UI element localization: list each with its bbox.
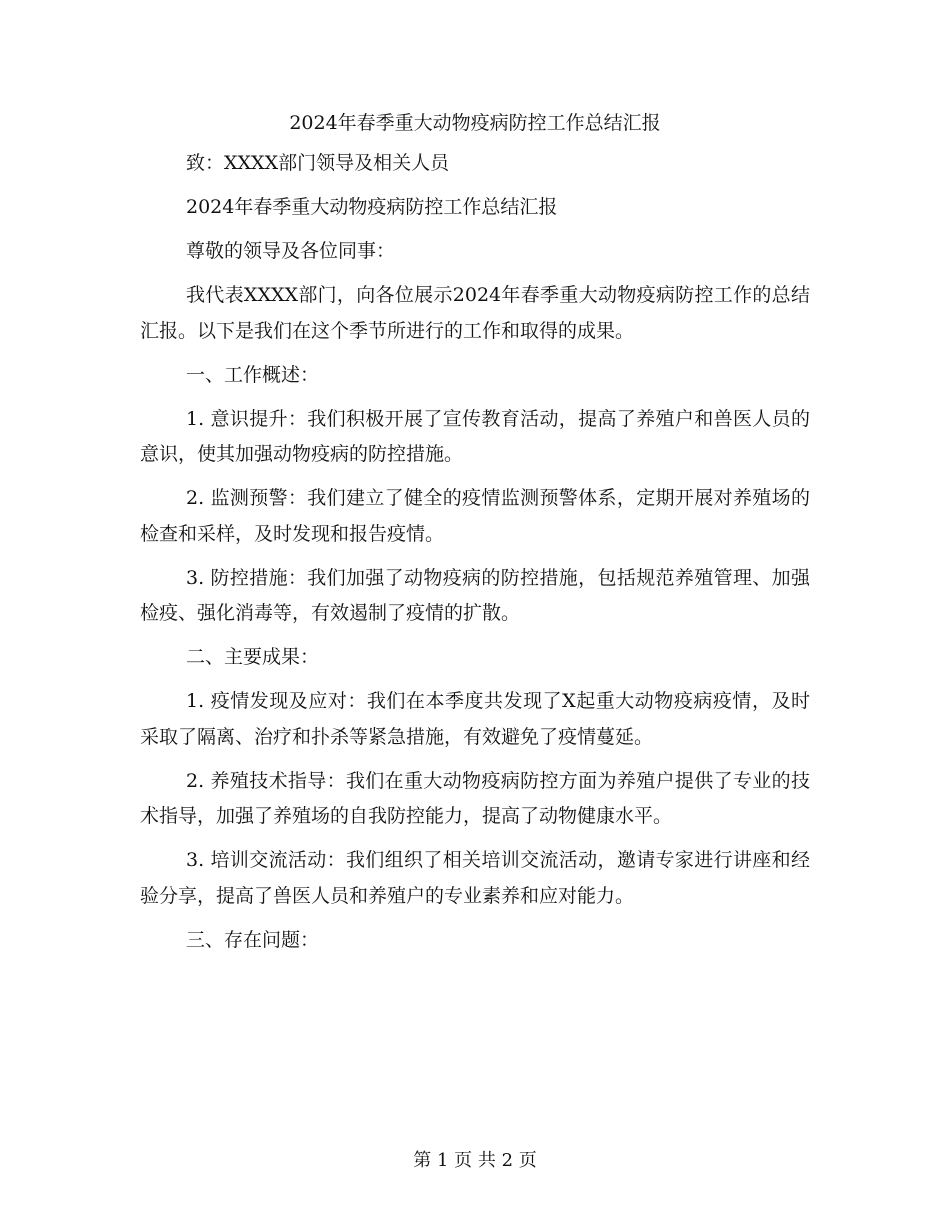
section-heading-overview: 一、工作概述： <box>186 363 320 386</box>
section-heading-issues: 三、存在问题： <box>186 928 320 951</box>
paragraph-results-2: 2. 养殖技术指导：我们在重大动物疫病防控方面为养殖户提供了专业的技术指导，加强了养殖场的自我防控能力，提高了动物健康水平。 <box>140 769 810 827</box>
paragraph-overview-2: 2. 监测预警：我们建立了健全的疫情监测预警体系，定期开展对养殖场的检查和采样，及时发现和报告疫情。 <box>140 487 810 545</box>
paragraph-results-3: 3. 培训交流活动：我们组织了相关培训交流活动，邀请专家进行讲座和经验分享，提高了兽医人员和养殖户的专业素养和应对能力。 <box>140 849 810 907</box>
paragraph-salutation: 尊敬的领导及各位同事： <box>186 240 396 262</box>
paragraph-recipient: 致：XXXX部门领导及相关人员 <box>186 152 450 174</box>
document-body <box>140 146 810 967</box>
paragraph-results-1: 1. 疫情发现及应对：我们在本季度共发现了X起重大动物疫病疫情，及时采取了隔离、治疗和扑杀等紧急措施，有效避免了疫情蔓延。 <box>140 690 810 748</box>
paragraph-overview-1: 1. 意识提升：我们积极开展了宣传教育活动，提高了养殖户和兽医人员的意识，使其加强动物疫病的防控措施。 <box>140 407 810 465</box>
section-heading-results: 二、主要成果： <box>186 646 320 668</box>
page-number-footer: 第 1 页 共 2 页 <box>413 1150 537 1171</box>
paragraph-intro: 我代表XXXX部门，向各位展示2024年春季重大动物疫病防控工作的总结汇报。以下是我们在这个季节所进行的工作和取得的成果。 <box>140 284 810 342</box>
paragraph-overview-3: 3. 防控措施：我们加强了动物疫病的防控措施，包括规范养殖管理、加强检疫、强化消毒等，有效遏制了疫情的扩散。 <box>140 566 810 624</box>
paragraph-subtitle: 2024年春季重大动物疫病防控工作总结汇报 <box>186 196 558 218</box>
document-title: 2024年春季重大动物疫病防控工作总结汇报 <box>289 112 661 134</box>
